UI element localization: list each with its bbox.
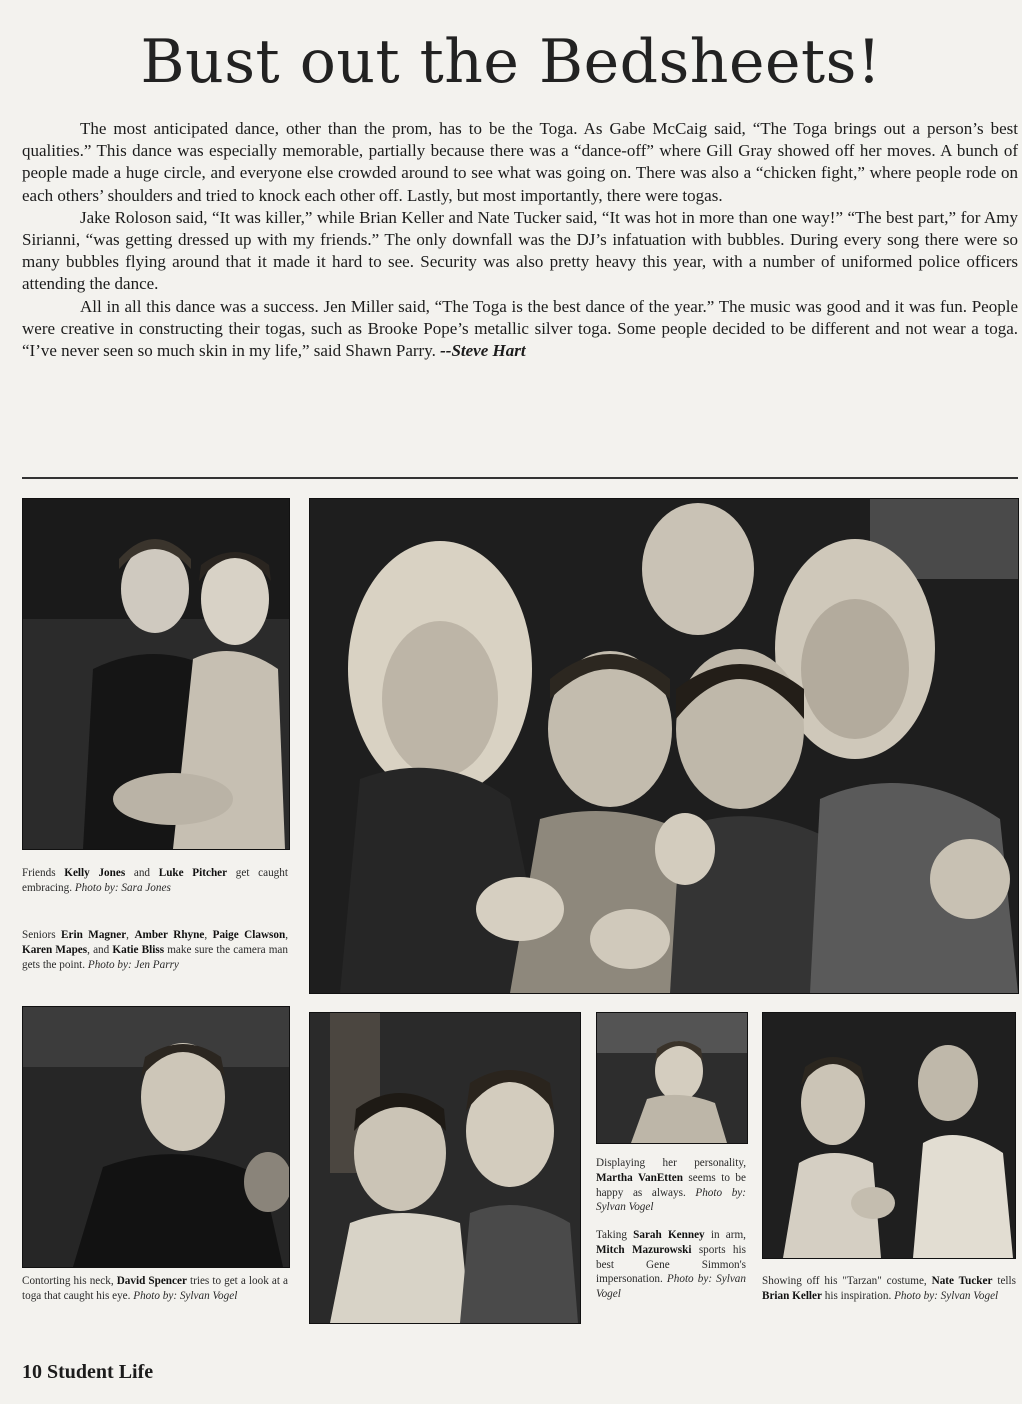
caption-text: Contorting his neck, xyxy=(22,1275,117,1287)
story-paragraph-3-text: All in all this dance was a success. Jen Miller said, “The Toga is the best dance of the year.” The music was good and it was fun. People were creative in constructing their togas, such as Brooke Pope’s metallic silver toga. Some people decided to be different and not wear a toga. “I’ve never seen so much skin in my life,” said Shawn Parry. xyxy=(22,296,1018,361)
caption-name: Katie Bliss xyxy=(112,943,165,956)
caption-david xyxy=(22,1274,288,1304)
section-divider xyxy=(22,477,1018,479)
caption-name: Nate Tucker xyxy=(931,1275,993,1287)
photo-credit: Photo by: Sara Jones xyxy=(74,881,171,894)
caption-text: Showing off his "Tarzan" costume, xyxy=(762,1275,932,1287)
section-name: Student Life xyxy=(47,1361,154,1383)
caption-text: sports his best Gene Simmon's impersonation. xyxy=(596,1243,746,1286)
photo-credit: Photo by: Sylvan Vogel xyxy=(596,1186,746,1214)
byline: --Steve Hart xyxy=(440,341,526,361)
photo-mitch-sarah xyxy=(309,1012,581,1324)
caption-text: get caught embracing. xyxy=(22,867,288,894)
caption-couple xyxy=(22,866,288,896)
story-text xyxy=(22,118,1018,362)
story-paragraph-1: The most anticipated dance, other than the prom, has to be the Toga. As Gabe McCaig said, “The Toga brings out a person’s best qualities.” This dance was especially memorable, partially because there was a “dance-off” where Gill Gray showed off her moves. A bunch of people made a huge circle, and everyone else crowded around to see what was going on. There was also a “chicken fight,” where people rode on each others’ shoulders and tried to knock each other off. Lastly, but most importantly, there were togas. xyxy=(22,119,1018,205)
caption-name: Sarah Kenney xyxy=(633,1229,705,1241)
photo-couple-embracing-image xyxy=(23,499,289,849)
caption-name: Brian Keller xyxy=(762,1289,822,1302)
caption-name: Luke Pitcher xyxy=(158,867,228,879)
photo-credit: Photo by: Sylvan Vogel xyxy=(894,1289,999,1302)
caption-text: tells xyxy=(992,1275,1016,1287)
caption-text: seems to be happy as always. xyxy=(596,1171,746,1199)
caption-seniors xyxy=(22,928,288,972)
caption-text: Taking xyxy=(596,1229,634,1241)
caption-name: Paige Clawson xyxy=(212,929,286,941)
caption-name: David Spencer xyxy=(116,1275,187,1287)
caption-tarzan xyxy=(762,1274,1016,1304)
caption-name: Karen Mapes xyxy=(22,943,88,956)
caption-text: and xyxy=(125,867,159,879)
caption-text: in arm, xyxy=(704,1229,746,1241)
photo-credit: Photo by: Sylvan Vogel xyxy=(133,1289,238,1302)
caption-text: , and xyxy=(87,943,113,956)
story-paragraph-3 xyxy=(22,296,1018,363)
caption-text: , xyxy=(285,929,288,941)
caption-name: Erin Magner xyxy=(61,929,127,941)
photo-group-pointing xyxy=(309,498,1019,994)
story-paragraph-2: Jake Roloson said, “It was killer,” while Brian Keller and Nate Tucker said, “It was hot in more than one way!” “The best part,” for Amy Sirianni, “was getting dressed up with my friends.” The only downfall was the DJ’s infatuation with bubbles. During every song there were so many bubbles flying around that it made it hard to see. Security was also pretty heavy this year, with a number of uniformed police officers attending the dance. xyxy=(22,207,1018,294)
photo-credit: Photo by: Sylvan Vogel xyxy=(596,1273,746,1301)
photo-tarzan-costume-image xyxy=(763,1013,1015,1258)
page-footer xyxy=(22,1361,153,1384)
photo-mitch-sarah-image xyxy=(310,1013,580,1323)
caption-text: Seniors xyxy=(22,929,62,941)
caption-text: his inspiration. xyxy=(821,1289,895,1302)
page-number: 10 xyxy=(22,1361,42,1383)
photo-couple-embracing xyxy=(22,498,290,850)
caption-text: tries to get a look at a toga that caught his eye. xyxy=(22,1275,289,1302)
caption-text: make sure the camera man gets the point. xyxy=(22,943,288,971)
photo-david-spencer xyxy=(22,1006,290,1268)
page-title: Bust out the Bedsheets! xyxy=(140,27,882,97)
photo-group-pointing-image xyxy=(310,499,1018,993)
caption-name: Mitch Mazurowski xyxy=(596,1243,692,1256)
caption-text: , xyxy=(204,929,213,941)
photo-david-spencer-image xyxy=(23,1007,289,1267)
caption-martha xyxy=(596,1156,746,1215)
caption-text: Friends xyxy=(22,867,65,879)
caption-text: Displaying her personality, xyxy=(596,1157,746,1169)
caption-text: , xyxy=(126,929,135,941)
caption-name: Martha VanEtten xyxy=(596,1171,683,1184)
photo-martha-vanetten-image xyxy=(597,1013,747,1143)
caption-mitch xyxy=(596,1228,746,1302)
caption-name: Kelly Jones xyxy=(64,867,126,879)
photo-tarzan-costume xyxy=(762,1012,1016,1259)
photo-credit: Photo by: Jen Parry xyxy=(87,958,179,971)
caption-name: Amber Rhyne xyxy=(134,929,205,941)
photo-martha-vanetten xyxy=(596,1012,748,1144)
